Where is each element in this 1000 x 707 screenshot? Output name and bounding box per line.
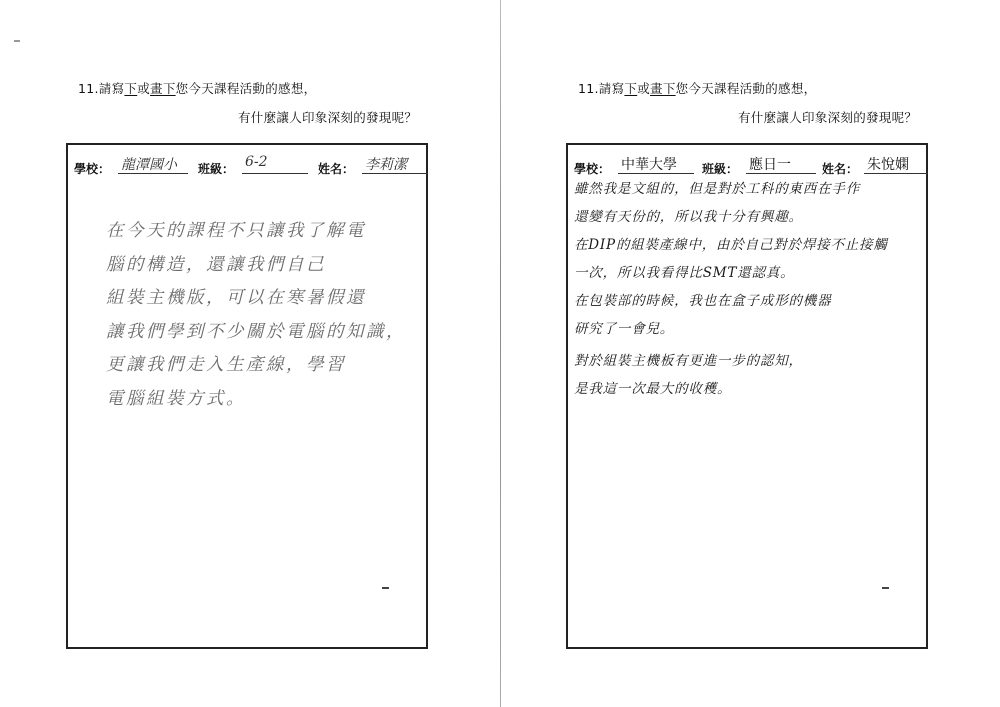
question-text-b: 或 — [137, 81, 151, 96]
answer-line: 組裝主機版，可以在寒暑假還 — [106, 288, 366, 308]
underlined-word: 畫下 — [150, 81, 176, 96]
name-label: 姓名： — [822, 162, 859, 176]
question-text-a: 請寫 — [98, 81, 125, 96]
right-survey-page — [500, 0, 1000, 707]
answer-box — [566, 143, 928, 649]
question-text-b: 或 — [637, 81, 651, 96]
name-field[interactable]: 朱悅嫻 — [864, 154, 928, 174]
corner-mark — [882, 587, 889, 589]
answer-line: 還變有天份的，所以我十分有興趣。 — [574, 209, 803, 225]
question-title — [78, 79, 316, 97]
school-field[interactable]: 龍潭國小 — [118, 154, 188, 174]
answer-line: 更讓我們走入生產線，學習 — [106, 355, 346, 375]
class-label: 班級： — [702, 162, 739, 176]
answer-line: 是我這一次最大的收穫。 — [574, 381, 732, 397]
school-label: 學校： — [574, 162, 611, 176]
handwritten-answer — [574, 175, 916, 403]
underlined-word: 畫下 — [650, 81, 676, 96]
answer-line: 腦的構造，還讓我們自己 — [106, 254, 326, 275]
answer-line: 在DIP的組裝產線中，由於自己對於焊接不止接觸 — [574, 237, 888, 253]
name-field[interactable]: 李莉潔 — [362, 154, 428, 174]
answer-line: 一次，所以我看得比SMT還認真。 — [574, 265, 795, 281]
handwritten-answer — [106, 215, 416, 416]
answer-line: 雖然我是文組的，但是對於工科的東西在手作 — [574, 181, 860, 197]
question-text-c: 您今天課程活動的感想， — [175, 81, 317, 96]
answer-line: 電腦組裝方式。 — [106, 388, 246, 409]
corner-mark — [382, 587, 389, 589]
question-subtitle: 有什麼讓人印象深刻的發現呢？ — [738, 110, 918, 125]
answer-line: 在包裝部的時候，我也在盒子成形的機器 — [574, 293, 832, 309]
answer-line: 研究了一會兒。 — [574, 321, 675, 337]
question-number: 11. — [578, 81, 599, 96]
answer-line: 讓我們學到不少關於電腦的知識， — [106, 321, 406, 342]
underlined-word: 下 — [624, 81, 638, 96]
underlined-word: 下 — [124, 81, 138, 96]
question-text-c: 您今天課程活動的感想， — [675, 81, 817, 96]
class-field[interactable]: 6-2 — [242, 154, 308, 174]
answer-line: 對於組裝主機板有更進一步的認知， — [574, 353, 803, 369]
class-field[interactable]: 應日一 — [746, 154, 816, 174]
question-text-a: 請寫 — [598, 81, 625, 96]
question-number: 11. — [78, 81, 99, 96]
school-label: 學校： — [74, 162, 111, 176]
class-label: 班級： — [198, 162, 235, 176]
school-field[interactable]: 中華大學 — [618, 154, 694, 174]
question-title — [578, 79, 816, 97]
info-header — [74, 154, 422, 178]
question-subtitle: 有什麼讓人印象深刻的發現呢？ — [238, 110, 418, 125]
answer-box — [66, 143, 428, 649]
name-label: 姓名： — [318, 162, 355, 176]
answer-line: 在今天的課程不只讓我了解電 — [106, 221, 366, 241]
